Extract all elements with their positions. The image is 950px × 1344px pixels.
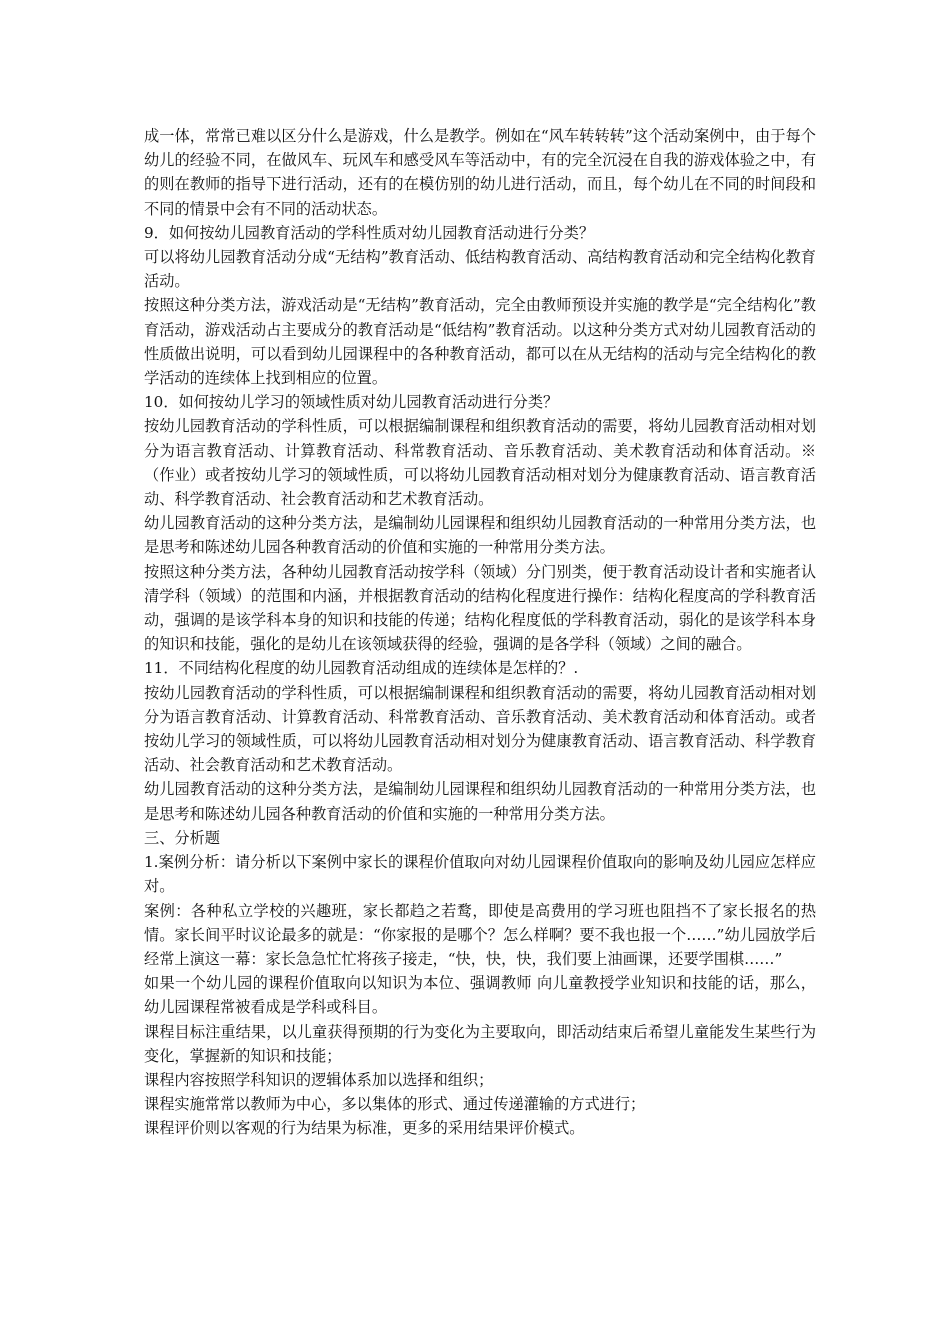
document-page [144,124,816,1141]
analysis-paragraph-3: 课程内容按照学科知识的逻辑体系加以选择和组织； [144,1070,494,1089]
analysis-paragraph-5: 课程评价则以客观的行为结果为标准，更多的采用结果评价模式。 [144,1119,585,1138]
question-10-heading: 10．如何按幼儿学习的领域性质对幼儿园教育活动进行分类？ [144,393,559,412]
analysis-paragraph-1: 如果一个幼儿园的课程价值取向以知识为本位、强调教师 向儿童教授学业知识和技能的话，那么，幼儿园课程常被看成是学科或科目。 [144,974,816,1017]
answer-11-paragraph-1: 按幼儿园教育活动的学科性质，可以根据编制课程和组织教育活动的需要，将幼儿园教育活动相对划分为语言教育活动、计算教育活动、科常教育活动、音乐教育活动、美术教育活动和体育活动。或者按幼儿学习的领域性质，可以将幼儿园教育活动相对划分为健康教育活动、语言教育活动、科学教育活动、社会教育活动和艺术教育活动。 [144,683,816,775]
answer-9-paragraph-1: 可以将幼儿园教育活动分成“无结构”教育活动、低结构教育活动、高结构教育活动和完全结构化教育活动。 [144,248,816,291]
answer-10-paragraph-3: 按照这种分类方法，各种幼儿园教育活动按学科（领域）分门别类，便于教育活动设计者和实施者认清学科（领域）的范围和内涵，并根据教育活动的结构化程度进行操作：结构化程度高的学科教育活动，强调的是该学科本身的知识和技能的传递；结构化程度低的学科教育活动，弱化的是该学科本身的知识和技能，强化的是幼儿在该领域获得的经验，强调的是各学科（领域）之间的融合。 [144,562,816,654]
question-9-heading: 9．如何按幼儿园教育活动的学科性质对幼儿园教育活动进行分类？ [144,223,595,242]
question-11-heading: 11．不同结构化程度的幼儿园教育活动组成的连续体是怎样的？. [144,659,579,678]
answer-10-paragraph-2: 幼儿园教育活动的这种分类方法，是编制幼儿园课程和组织幼儿园教育活动的一种常用分类方法，也是思考和陈述幼儿园各种教育活动的价值和实施的一种常用分类方法。 [144,514,816,557]
answer-9-paragraph-2: 按照这种分类方法，游戏活动是“无结构”教育活动，完全由教师预设并实施的教学是“完全结构化”教育活动，游戏活动占主要成分的教育活动是“低结构”教育活动。以这种分类方式对幼儿园教育活动的性质做出说明，可以看到幼儿园课程中的各种教育活动，都可以在从无结构的活动与完全结构化的教学活动的连续体上找到相应的位置。 [144,296,816,388]
answer-11-paragraph-2: 幼儿园教育活动的这种分类方法，是编制幼儿园课程和组织幼儿园教育活动的一种常用分类方法，也是思考和陈述幼儿园各种教育活动的价值和实施的一种常用分类方法。 [144,780,816,823]
paragraph-intro-continuation: 成一体，常常已难以区分什么是游戏，什么是教学。例如在“风车转转转”这个活动案例中，由于每个幼儿的经验不同，在做风车、玩风车和感受风车等活动中，有的完全沉浸在自我的游戏体验之中，有的则在教师的指导下进行活动，还有的在模仿别的幼儿进行活动，而且，每个幼儿在不同的时间段和不同的情景中会有不同的活动状态。 [144,127,816,218]
analysis-paragraph-4: 课程实施常常以教师为中心，多以集体的形式、通过传递灌输的方式进行； [144,1095,646,1114]
case-analysis-question: 1.案例分析：请分析以下案例中家长的课程价值取向对幼儿园课程价值取向的影响及幼儿园应怎样应对。 [144,853,816,896]
analysis-paragraph-2: 课程目标注重结果，以儿童获得预期的行为变化为主要取向，即活动结束后希望儿童能发生某些行为变化，掌握新的知识和技能； [144,1022,816,1065]
case-description: 案例：各种私立学校的兴趣班，家长都趋之若鹜，即使是高费用的学习班也阻挡不了家长报名的热情。家长间平时议论最多的就是：“你家报的是哪个？怎么样啊？要不我也报一个……”幼儿园放学后经常上演这一幕：家长急急忙忙将孩子接走，“快，快，快，我们要上油画课，还要学围棋……” [144,901,816,968]
answer-10-paragraph-1: 按幼儿园教育活动的学科性质，可以根据编制课程和组织教育活动的需要，将幼儿园教育活动相对划分为语言教育活动、计算教育活动、科常教育活动、音乐教育活动、美术教育活动和体育活动。※（作业）或者按幼儿学习的领域性质，可以将幼儿园教育活动相对划分为健康教育活动、语言教育活动、科学教育活动、社会教育活动和艺术教育活动。 [144,417,816,509]
section-3-heading: 三、分析题 [144,828,220,847]
